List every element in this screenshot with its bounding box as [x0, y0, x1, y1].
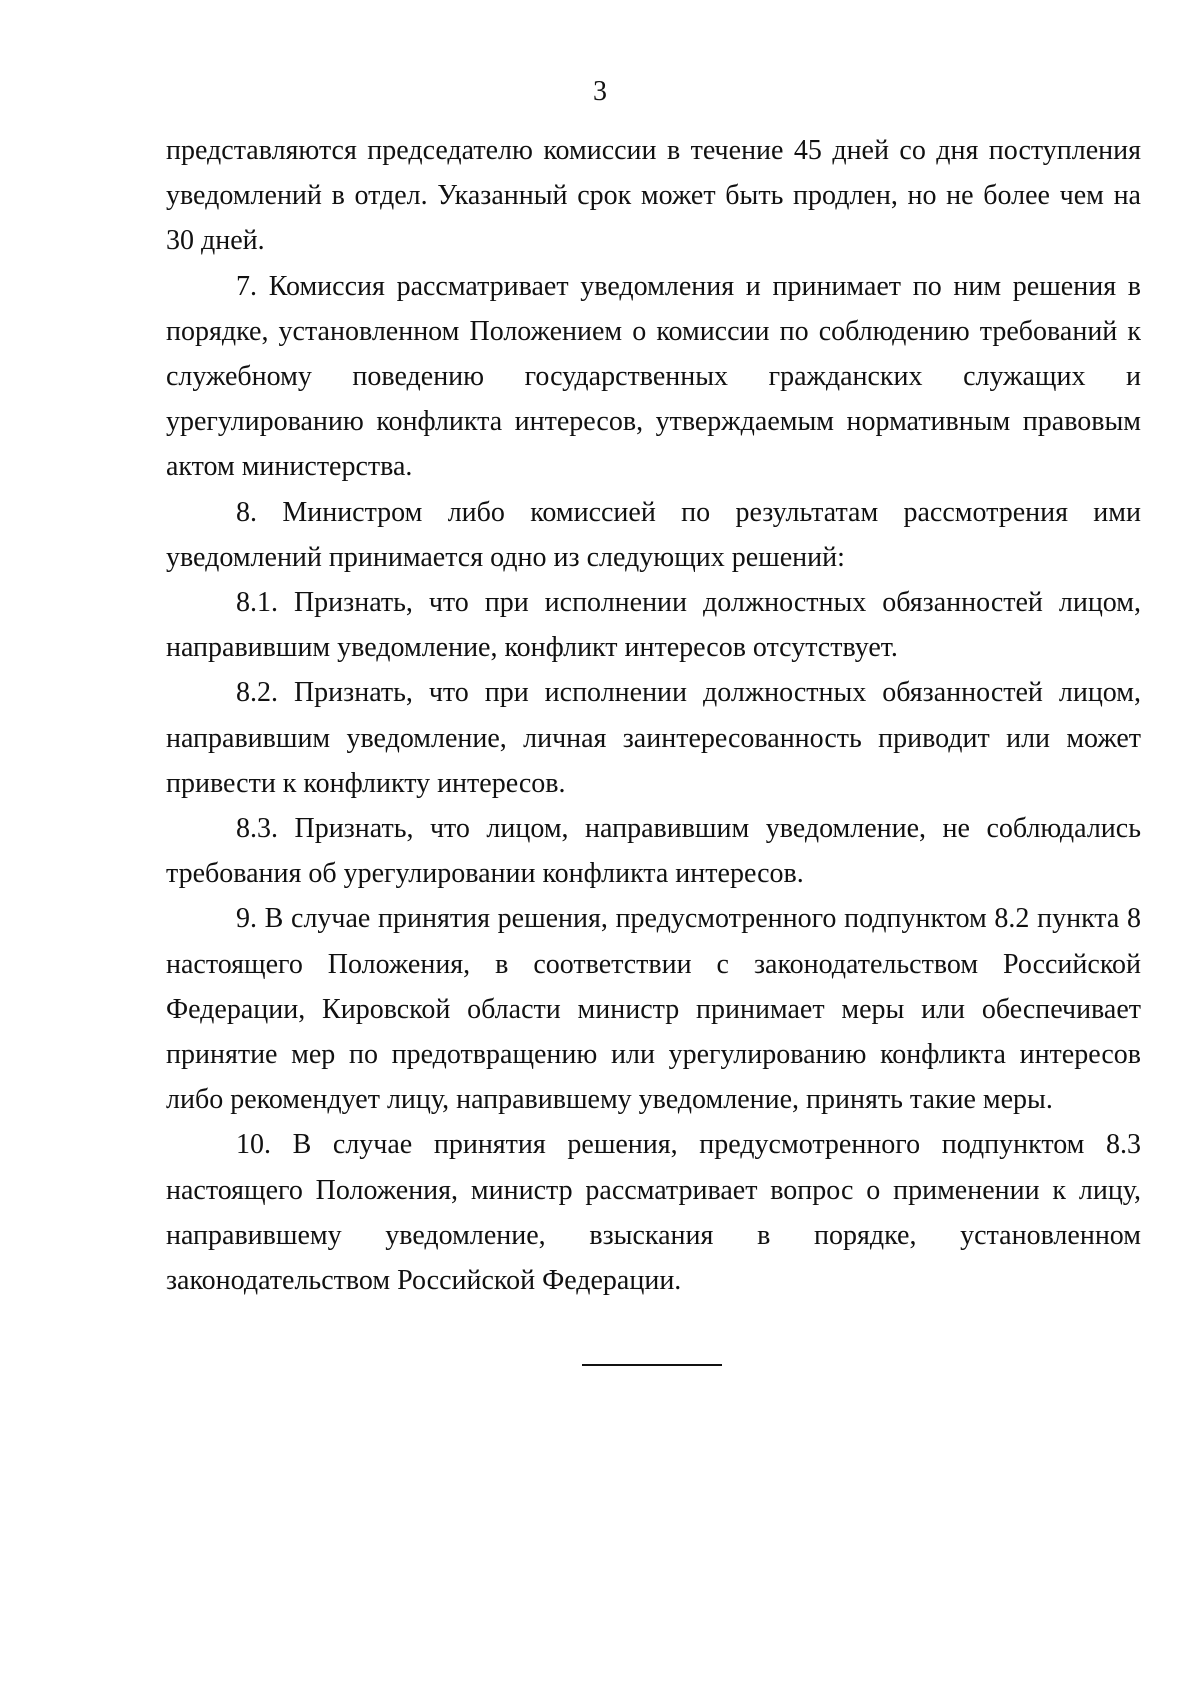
paragraph-8: 8. Министром либо комиссией по результатам рассмотрения ими уведомлений принимается одно из следующих решений:	[166, 496, 1141, 573]
paragraph-7: 7. Комиссия рассматривает уведомления и принимает по ним решения в порядке, установленном Положением о комиссии по соблюдению требований к служебному поведению государственных гражданских служащих и урегулированию конфликта интересов, утверждаемым нормативным правовым актом министерства.	[166, 270, 1141, 483]
paragraph-9: 9. В случае принятия решения, предусмотренного подпунктом 8.2 пункта 8 настоящего Положения, в соответствии с законодательством Российской Федерации, Кировской области министр принимает меры или обеспечивает принятие мер по предотвращению или урегулированию конфликта интересов либо рекомендует лицу, направившему уведомление, принять такие меры.	[166, 903, 1141, 1116]
end-of-document-rule	[582, 1364, 722, 1366]
paragraph-8-1: 8.1. Признать, что при исполнении должностных обязанностей лицом, направившим уведомление, конфликт интересов отсутствует.	[166, 587, 1141, 664]
page-number: 3	[593, 76, 607, 107]
paragraph-8-2: 8.2. Признать, что при исполнении должностных обязанностей лицом, направившим уведомление, личная заинтересованность приводит или может привести к конфликту интересов.	[166, 677, 1141, 799]
document-body	[166, 128, 1141, 1303]
paragraph-continuation: представляются председателю комиссии в течение 45 дней со дня поступления уведомлений в отдел. Указанный срок может быть продлен, но не более чем на 30 дней.	[166, 135, 1141, 257]
paragraph-10: 10. В случае принятия решения, предусмотренного подпунктом 8.3 настоящего Положения, министр рассматривает вопрос о применении к лицу, направившему уведомление, взыскания в порядке, установленном законодательством Российской Федерации.	[166, 1129, 1141, 1297]
paragraph-8-3: 8.3. Признать, что лицом, направившим уведомление, не соблюдались требования об урегулировании конфликта интересов.	[166, 813, 1141, 890]
